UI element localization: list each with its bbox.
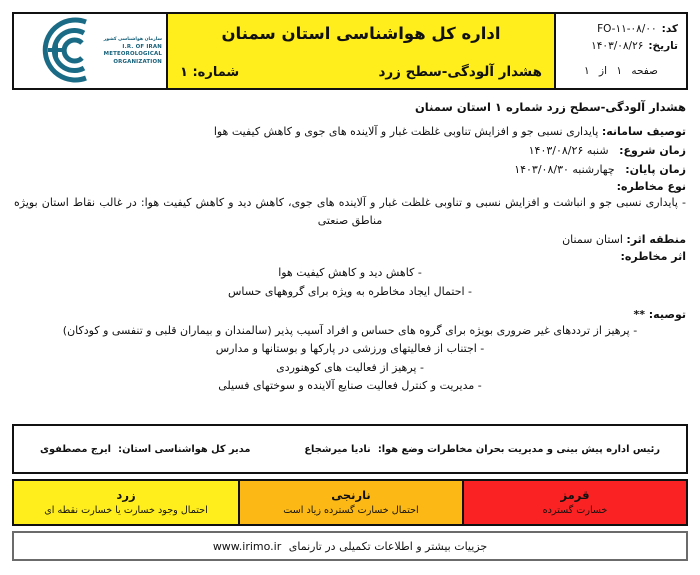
header-code-box [554, 14, 686, 88]
signature-left-name: ایرج مصطفوی [40, 443, 112, 455]
header-logo-panel [14, 14, 166, 88]
system-description-value: پایداری نسبی جو و افزایش تناوبی غلظت غبار و آلاینده های جوی و کاهش کیفیت هوا [213, 125, 599, 138]
logo-line-2: METEOROLOGICAL [103, 51, 162, 58]
hazard-type-text: - پایداری نسبی جو و انباشت و افزایش نسبی و تناوبی غلظت غبار و آلاینده های جوی، کاهش دید و کاهش کیفیت هوا: در غالب نقاط استان بویژه مناطق صنعتی [14, 196, 686, 228]
legend-name-red: قرمز [560, 488, 590, 502]
signature-forecast-chief [304, 444, 660, 455]
page-current: ۱ [616, 64, 622, 77]
legend-name-yellow: زرد [116, 488, 136, 502]
signature-right-role: رئیس اداره پیش بینی و مدیریت بحران مخاطرات وضع هوا: [377, 443, 660, 455]
start-time-label: زمان شروع: [619, 143, 686, 157]
signature-director-general [40, 444, 250, 455]
date-value: ۱۴۰۳/۰۸/۲۶ [591, 40, 644, 53]
signature-left-role: مدیر کل هواشناسی استان: [118, 443, 251, 455]
impact-area-line [14, 231, 686, 249]
logo-text-block [92, 35, 162, 67]
end-time-line [14, 161, 686, 179]
signature-box [12, 424, 688, 474]
logo-line-1: I.R. OF IRAN [122, 43, 162, 50]
warning-number [180, 65, 239, 80]
legend-desc-red: خسارت گسترده [542, 505, 608, 516]
page-of-word: از [599, 64, 607, 77]
system-description-line [14, 123, 686, 141]
body-heading: هشدار آلودگی-سطح زرد شماره ۱ استان سمنان [414, 100, 686, 114]
page-row [564, 63, 678, 80]
warning-number-label: شماره: [192, 65, 240, 80]
end-time-day: چهارشنبه [572, 162, 615, 176]
legend-desc-orange: احتمال خسارت گسترده زیاد است [283, 505, 419, 516]
end-time-date: ۱۴۰۳/۰۸/۳۰ [514, 162, 569, 176]
warning-level-title: هشدار آلودگی-سطح زرد [378, 64, 542, 80]
impact-area-value: استان سمنان [562, 232, 623, 246]
document-footer [12, 531, 688, 561]
page-word: صفحه [631, 64, 658, 77]
header-subtitle-row [180, 64, 542, 80]
logo-wrapper [14, 14, 166, 88]
warning-number-value: ۱ [180, 65, 188, 80]
hazard-type-label: نوع مخاطره: [616, 180, 686, 194]
footer-label: جزییات بیشتر و اطلاعات تکمیلی در تارنمای [288, 539, 488, 553]
code-row [564, 21, 678, 38]
signature-right-name: نادیا میرشجاع [304, 443, 371, 455]
start-time-date: ۱۴۰۳/۰۸/۲۶ [528, 143, 584, 157]
legend-cell-yellow [14, 481, 238, 524]
severity-legend [12, 479, 688, 526]
meteorological-organization-spiral-icon [18, 16, 92, 86]
organization-title: اداره کل هواشناسی استان سمنان [221, 24, 501, 43]
system-description-label: توصیف سامانه: [601, 125, 686, 138]
code-label: کد: [661, 23, 678, 35]
impact-area-label: منطقه اثر: [626, 232, 686, 246]
start-time-day: شنبه [586, 143, 609, 157]
end-time-label: زمان پایان: [625, 162, 686, 176]
document-header [12, 12, 688, 90]
date-row [564, 38, 678, 55]
document-body [14, 100, 686, 418]
advice-label: توصیه: ** [633, 307, 686, 321]
advice-item: - مدیریت و کنترل فعالیت صنایع آلاینده و سوختهای فسیلی [218, 379, 482, 393]
header-title-panel [166, 14, 554, 88]
date-label: تاریخ: [648, 40, 678, 53]
legend-cell-orange [238, 481, 462, 524]
legend-name-orange: نارنجی [331, 488, 371, 502]
footer-text [213, 540, 487, 553]
body-spacer [14, 302, 686, 306]
advice-item: - پرهیز از فعالیت های کوهنوردی [276, 360, 424, 374]
logo-line-fa: سازمان هواشناسی کشور [103, 36, 162, 42]
hazard-effect-label: اثر مخاطره: [620, 250, 686, 264]
advice-item: - اجتناب از فعالیتهای ورزشی در پارکها و بوستانها و مدارس [215, 342, 485, 356]
page-total: ۱ [584, 64, 590, 77]
hazard-effect-item: - احتمال ایجاد مخاطره به ویژه برای گروههای حساس [227, 285, 473, 299]
hazard-effect-item: - کاهش دید و کاهش کیفیت هوا [278, 266, 422, 280]
start-time-line [14, 142, 686, 160]
logo-line-3: ORGANIZATION [113, 59, 162, 66]
footer-url[interactable]: www.irimo.ir [212, 539, 282, 553]
legend-desc-yellow: احتمال وجود خسارت یا خسارت نقطه ای [44, 505, 208, 516]
legend-cell-red [462, 481, 686, 524]
code-value: FO-۱۱-۰۸/۰۰ [597, 23, 657, 35]
advice-item: - پرهیز از ترددهای غیر ضروری بویژه برای گروه های حساس و افراد آسیب پذیر (سالمندان و بیماران قلبی و تنفسی و کودکان) [62, 323, 638, 337]
